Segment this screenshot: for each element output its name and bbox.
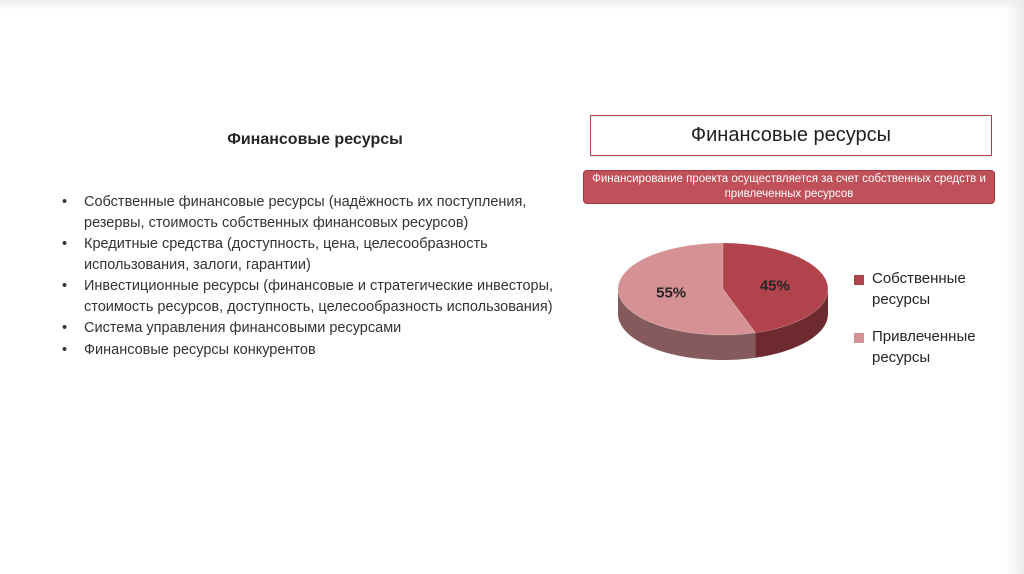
right-title-box: Финансовые ресурсы [590, 115, 992, 156]
bullet-dot-icon: • [62, 320, 68, 336]
legend-swatch-own [854, 275, 864, 285]
bullet-list [62, 192, 572, 361]
bullet-dot-icon: • [62, 194, 68, 210]
subtitle-box: Финансирование проекта осуществляется за счет собственных средств и привлеченных ресурсов [583, 170, 995, 204]
pie-data-label-1: 55% [656, 284, 687, 302]
bullet-item [62, 276, 572, 317]
legend-label-borrowed: Привлеченные ресурсы [872, 328, 976, 366]
bullet-dot-icon: • [62, 236, 68, 252]
bullet-text: Система управления финансовыми ресурсами [84, 320, 402, 336]
legend-item-own [852, 268, 1012, 310]
bullet-item [62, 318, 572, 339]
legend-item-borrowed [852, 326, 1012, 368]
pie-chart [600, 225, 840, 375]
bullet-dot-icon: • [62, 341, 68, 358]
bullet-text: Финансовые ресурсы конкурентов [84, 341, 316, 358]
chart-legend [852, 268, 1012, 384]
slide-shadow-top [0, 0, 1024, 10]
bullet-text: Инвестиционные ресурсы (финансовые и стратегические инвесторы, стоимость ресурсов, доступность, целесообразность использования) [84, 278, 554, 315]
bullet-dot-icon: • [62, 278, 68, 294]
legend-swatch-borrowed [854, 333, 864, 343]
bullet-text: Кредитные средства (доступность, цена, целесообразность использования, залоги, гарантии) [84, 236, 488, 273]
pie-tops [618, 243, 828, 335]
bullet-text: Собственные финансовые ресурсы (надёжность их поступления, резервы, стоимость собственных финансовых ресурсов) [84, 194, 527, 231]
left-title: Финансовые ресурсы [227, 131, 403, 148]
legend-label-own: Собственные ресурсы [872, 270, 966, 308]
bullet-item [62, 234, 572, 275]
pie-data-label-0: 45% [759, 277, 790, 295]
bullet-item [62, 192, 572, 233]
bullet-item [62, 340, 572, 361]
